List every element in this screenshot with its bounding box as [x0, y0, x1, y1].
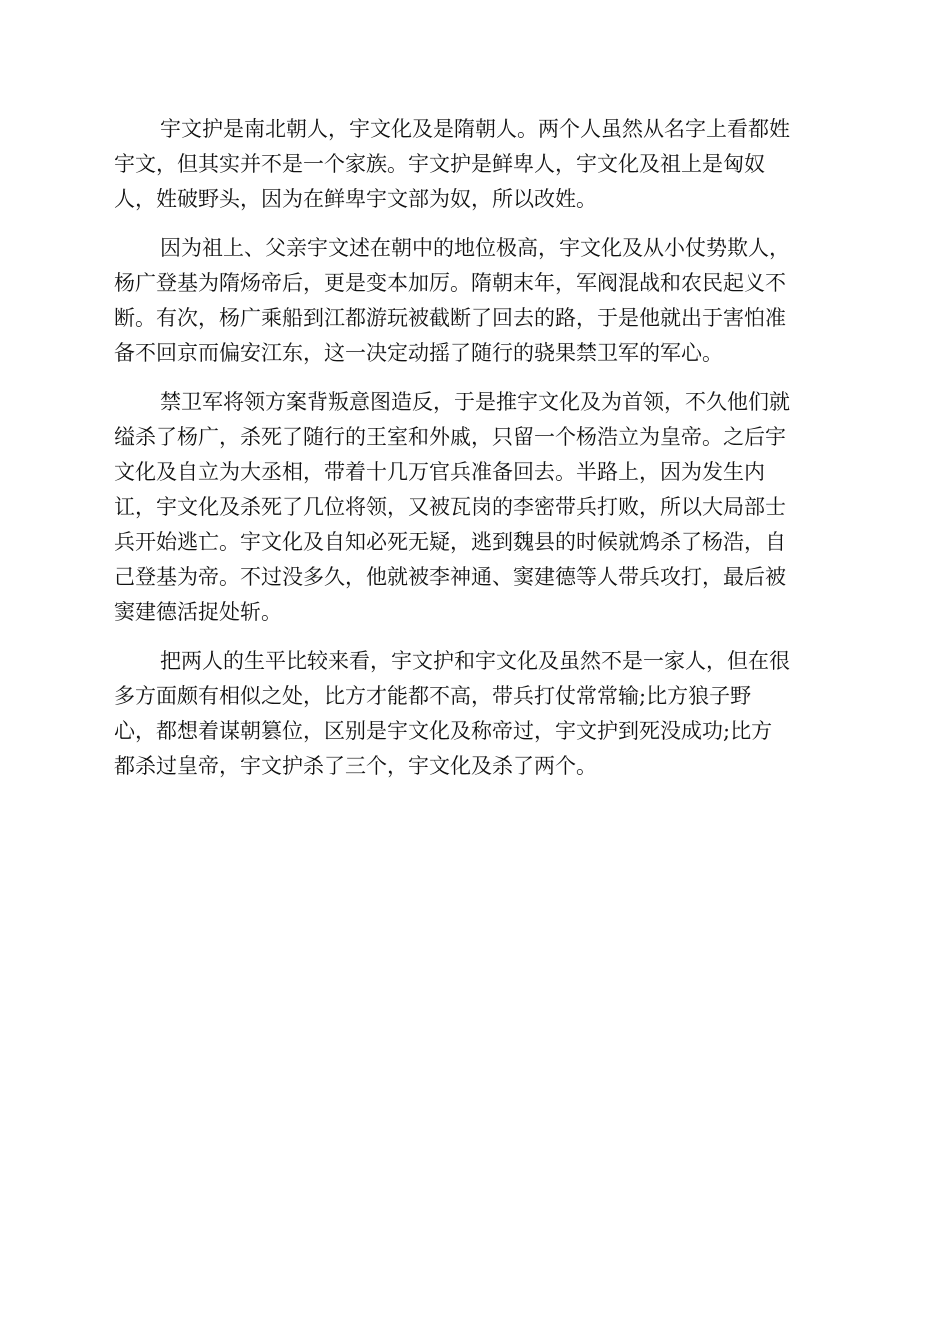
paragraph-line: 备不回京而偏安江东，这一决定动摇了随行的骁果禁卫军的军心。: [114, 341, 723, 365]
paragraph-1: [114, 112, 834, 217]
paragraph-4: [114, 644, 834, 784]
paragraph-line: 多方面颇有相似之处，比方才能都不高，带兵打仗常常输;比方狼子野: [114, 684, 752, 708]
document-body: [114, 112, 834, 784]
paragraph-line: 窦建德活捉处斩。: [114, 600, 282, 624]
paragraph-line: 禁卫军将领方案背叛意图造反，于是推宇文化及为首领，不久他们就: [160, 390, 790, 414]
paragraph-3: [114, 385, 834, 630]
paragraph-line: 讧，宇文化及杀死了几位将领，又被瓦岗的李密带兵打败，所以大局部士: [114, 495, 786, 519]
paragraph-line: 兵开始逃亡。宇文化及自知必死无疑，逃到魏县的时候就鸩杀了杨浩，自: [114, 530, 786, 554]
paragraph-line: 都杀过皇帝，宇文护杀了三个，宇文化及杀了两个。: [114, 754, 597, 778]
paragraph-2: [114, 231, 834, 371]
paragraph-line: 因为祖上、父亲宇文述在朝中的地位极高，宇文化及从小仗势欺人，: [160, 236, 790, 260]
paragraph-line: 宇文护是南北朝人，宇文化及是隋朝人。两个人虽然从名字上看都姓: [160, 117, 790, 141]
paragraph-line: 缢杀了杨广，杀死了随行的王室和外戚，只留一个杨浩立为皇帝。之后宇: [114, 425, 786, 449]
paragraph-line: 把两人的生平比较来看，宇文护和宇文化及虽然不是一家人，但在很: [160, 649, 790, 673]
paragraph-line: 己登基为帝。不过没多久，他就被李神通、窦建德等人带兵攻打，最后被: [114, 565, 786, 589]
paragraph-line: 杨广登基为隋炀帝后，更是变本加厉。隋朝末年，军阀混战和农民起义不: [114, 271, 786, 295]
paragraph-line: 心，都想着谋朝篡位，区别是宇文化及称帝过，宇文护到死没成功;比方: [114, 719, 773, 743]
paragraph-line: 文化及自立为大丞相，带着十几万官兵准备回去。半路上，因为发生内: [114, 460, 765, 484]
paragraph-line: 宇文，但其实并不是一个家族。宇文护是鲜卑人，宇文化及祖上是匈奴: [114, 152, 765, 176]
paragraph-line: 断。有次，杨广乘船到江都游玩被截断了回去的路，于是他就出于害怕准: [114, 306, 786, 330]
paragraph-line: 人，姓破野头，因为在鲜卑宇文部为奴，所以改姓。: [114, 187, 597, 211]
